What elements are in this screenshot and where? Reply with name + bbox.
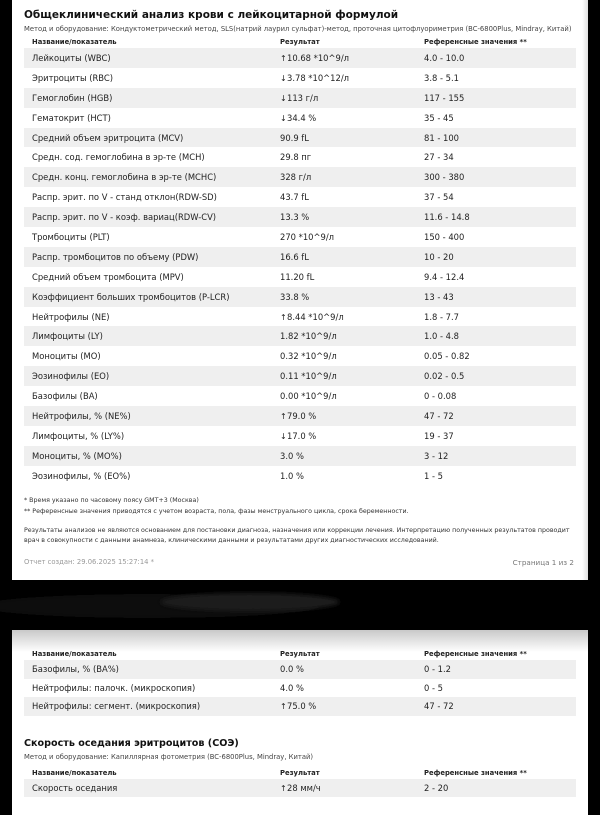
reference-range: 10 - 20 [424,251,454,262]
table-row [24,346,576,366]
table-row [24,267,576,287]
result-value: 270 *10^9/л [280,231,335,242]
test-name: Скорость оседания [32,783,118,793]
reference-range: 4.0 - 10.0 [424,52,465,63]
table-row [24,386,576,406]
test-name: Лимфоциты (LY) [32,331,103,342]
report-page-1 [12,0,588,580]
arrow-up-icon: ↑ [280,411,287,421]
esr-method-description: Метод и оборудование: Капиллярная фотометрия (BC-6800Plus, Mindray, Китай) [24,753,314,761]
test-result [280,232,334,242]
test-name: Тромбоциты (PLT) [32,231,110,242]
test-name: Эозинофилы, % (EO%) [32,470,131,481]
report-created-timestamp: Отчет создан: 29.06.2025 15:27:14 * [24,558,155,566]
test-result [280,331,337,341]
test-result [280,292,309,302]
test-name: Нейтрофилы: палочк. (микроскопия) [32,682,196,693]
table-row [24,167,576,187]
table-row [24,287,576,307]
result-value: 1.82 *10^9/л [280,331,337,342]
table-row [24,679,576,698]
table-row [24,446,576,466]
test-name: Эритроциты (RBC) [32,72,114,83]
table-row [24,147,576,167]
header-result: Результат [280,769,320,777]
method-description: Метод и оборудование: Кондуктометрический метод, SLS(натрий лаурил сульфат)-метод, проточная цитофлуориметрия (BC-6800Plus, Mindray, Китай) [24,25,572,33]
test-result [280,683,304,693]
result-value: 0.0 % [280,664,304,675]
esr-table [24,779,576,797]
header-name: Название/показатель [32,650,117,658]
test-name: Распр. эрит. по V - станд отклон(RDW-SD) [32,192,217,203]
test-name: Моноциты, % (MO%) [32,450,122,461]
header-result: Результат [280,38,320,46]
test-result [280,113,316,123]
reference-range: 0.02 - 0.5 [424,371,465,382]
result-value: 3.0 % [280,450,304,461]
test-name: Нейтрофилы: сегмент. (микроскопия) [32,701,201,712]
test-result [280,73,349,83]
test-name: Базофилы (BA) [32,391,98,402]
test-result [280,212,309,222]
disclaimer: Результаты анализов не являются основанием для постановки диагноза, назначения или коррекции лечения. Интерпретацию полученных результатов проводит врач в совокупности с данными анамнеза, клиническими данными и результатами других диагностических исследований. [24,527,570,544]
test-result [280,431,316,441]
test-name: Гемоглобин (HGB) [32,92,113,103]
test-result [280,272,314,282]
reference-range: 117 - 155 [424,92,465,103]
table-row [24,366,576,386]
reference-range: 27 - 34 [424,152,454,163]
test-result [280,411,316,421]
reference-range: 300 - 380 [424,172,465,183]
reference-range: 3 - 12 [424,450,449,461]
photo-shadow [0,586,350,622]
reference-range: 37 - 54 [424,192,454,203]
header-reference: Референсные значения ** [424,650,527,658]
arrow-down-icon: ↓ [280,113,287,123]
test-result [280,371,337,381]
result-value: 0.00 *10^9/л [280,391,337,402]
page-edge-shadow [582,0,588,580]
test-result [280,192,309,202]
page-top-shadow [12,630,588,652]
arrow-down-icon: ↓ [280,73,287,83]
arrow-down-icon: ↓ [280,431,287,441]
table-row [24,426,576,446]
test-result [280,451,304,461]
reference-range: 9.4 - 12.4 [424,271,465,282]
header-name: Название/показатель [32,769,117,777]
reference-range: 1.8 - 7.7 [424,311,459,322]
table-row [24,48,576,68]
table-row [24,88,576,108]
test-name: Моноциты (MO) [32,351,101,362]
result-value: 0.32 *10^9/л [280,351,337,362]
test-result [280,351,337,361]
table-row [24,326,576,346]
result-value: 0.11 *10^9/л [280,371,337,382]
result-value: 8.44 *10^9/л [287,311,344,322]
test-result [280,701,316,711]
test-result [280,93,318,103]
reference-range: 0.05 - 0.82 [424,351,470,362]
result-value: 75.0 % [287,701,317,712]
page-number: Страница 1 из 2 [512,558,574,567]
reference-range: 19 - 37 [424,430,454,441]
table-row [24,406,576,426]
test-name: Распр. тромбоцитов по объему (PDW) [32,251,199,262]
arrow-up-icon: ↑ [280,784,287,793]
arrow-up-icon: ↑ [280,312,287,322]
result-value: 28 мм/ч [287,783,321,793]
table-row [24,207,576,227]
result-value: 90.9 fL [280,132,309,143]
table-row [24,247,576,267]
test-result [280,312,344,322]
reference-range: 1.0 - 4.8 [424,331,459,342]
result-value: 3.78 *10^12/л [287,72,350,83]
result-value: 29.8 пг [280,152,312,163]
table-row [24,108,576,128]
result-value: 13.3 % [280,212,310,223]
header-name: Название/показатель [32,38,117,46]
header-result: Результат [280,650,320,658]
test-result [280,391,337,401]
reference-range: 0 - 5 [424,682,444,693]
result-value: 113 г/л [287,92,319,103]
blood-test-table [24,48,576,486]
result-value: 328 г/л [280,172,312,183]
result-value: 16.6 fL [280,251,309,262]
result-value: 4.0 % [280,682,304,693]
result-value: 11.20 fL [280,271,315,282]
test-name: Распр. эрит. по V - коэф. вариац(RDW-CV) [32,212,217,223]
test-name: Лимфоциты, % (LY%) [32,430,125,441]
table-row [24,187,576,207]
result-value: 17.0 % [287,430,317,441]
result-value: 33.8 % [280,291,310,302]
report-page-2 [12,630,588,815]
test-result [280,783,321,793]
header-reference: Референсные значения ** [424,38,527,46]
result-value: 34.4 % [287,112,317,123]
test-name: Средний объем эритроцита (MCV) [32,132,184,143]
result-value: 43.7 fL [280,192,309,203]
footnote-timezone: * Время указано по часовому поясу GMT+3 (Москва) [24,497,199,504]
arrow-up-icon: ↑ [280,702,287,712]
esr-section-title: Скорость оседания эритроцитов (СОЭ) [24,738,239,749]
reference-range: 1 - 5 [424,470,444,481]
footnote-reference: ** Референсные значения приводятся с учетом возраста, пола, фазы менструального цикла, срока беременности. [24,508,409,515]
arrow-up-icon: ↑ [280,53,287,63]
reference-range: 2 - 20 [424,783,449,793]
header-reference: Референсные значения ** [424,769,527,777]
test-name: Средн. конц. гемоглобина в эр-те (MCHC) [32,172,217,183]
test-result [280,152,311,162]
reference-range: 47 - 72 [424,410,454,421]
reference-range: 11.6 - 14.8 [424,212,470,223]
result-value: 10.68 *10^9/л [287,52,350,63]
reference-range: 81 - 100 [424,132,459,143]
reference-range: 0 - 0.08 [424,391,457,402]
test-name: Средний объем тромбоцита (MPV) [32,271,184,282]
arrow-down-icon: ↓ [280,93,287,103]
test-name: Средн. сод. гемоглобина в эр-те (MCH) [32,152,205,163]
result-value: 79.0 % [287,410,317,421]
test-result [280,133,309,143]
test-name: Базофилы, % (BA%) [32,664,119,675]
test-result [280,471,304,481]
reference-range: 35 - 45 [424,112,454,123]
test-result [280,53,349,63]
table-row [24,697,576,716]
test-result [280,172,311,182]
table-row [24,68,576,88]
table-row [24,307,576,327]
test-name: Нейтрофилы (NE) [32,311,110,322]
test-name: Нейтрофилы, % (NE%) [32,410,131,421]
table-row [24,466,576,486]
reference-range: 0 - 1.2 [424,664,451,675]
table-row [24,227,576,247]
test-result [280,664,304,674]
reference-range: 13 - 43 [424,291,454,302]
table-row [24,779,576,797]
report-title: Общеклинический анализ крови с лейкоцитарной формулой [24,9,399,21]
table-row [24,128,576,148]
table-row [24,660,576,679]
test-result [280,252,309,262]
reference-range: 47 - 72 [424,701,454,712]
blood-test-table-continued [24,660,576,716]
test-name: Гематокрит (HCT) [32,112,111,123]
test-name: Лейкоциты (WBC) [32,52,111,63]
reference-range: 150 - 400 [424,231,465,242]
result-value: 1.0 % [280,470,304,481]
reference-range: 3.8 - 5.1 [424,72,459,83]
test-name: Эозинофилы (EO) [32,371,110,382]
test-name: Коэффициент больших тромбоцитов (P-LCR) [32,291,230,302]
